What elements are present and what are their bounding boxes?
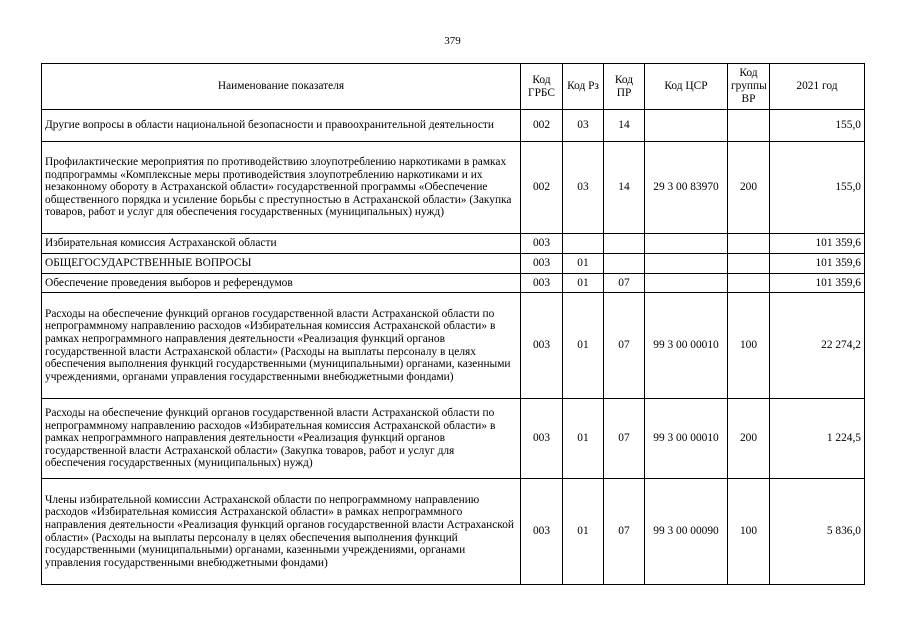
header-row — [42, 64, 865, 110]
row-csr: 29 3 00 83970 — [645, 142, 728, 234]
table-row — [42, 399, 865, 479]
row-amount: 1 224,5 — [770, 399, 865, 479]
row-name: Избирательная комиссия Астраханской области — [42, 234, 521, 254]
page-number: 379 — [444, 35, 461, 47]
row-amount: 101 359,6 — [770, 274, 865, 293]
row-vr: 200 — [728, 142, 770, 234]
row-pr: 07 — [604, 274, 645, 293]
row-amount: 155,0 — [770, 110, 865, 142]
row-amount: 101 359,6 — [770, 254, 865, 274]
table-row — [42, 293, 865, 399]
table-row — [42, 479, 865, 585]
row-amount: 5 836,0 — [770, 479, 865, 585]
row-vr: 200 — [728, 399, 770, 479]
row-csr — [645, 254, 728, 274]
row-vr — [728, 110, 770, 142]
table-row — [42, 254, 865, 274]
row-name: Расходы на обеспечение функций органов государственной власти Астраханской области по непрограммному направлению расходов «Избирательная комиссия Астраханской области» в рамках непрограммного направления деятельности «Реализация функций органов государственной власти Астраханской области» (Расходы на выплаты персоналу в целях обеспечения выполнения функций государственными (муниципальными) органами, казенными учреждениями, органами управления государственными внебюджетными фондами) — [42, 293, 521, 399]
budget-table — [41, 63, 865, 585]
row-name: Расходы на обеспечение функций органов государственной власти Астраханской области по непрограммному направлению расходов «Избирательная комиссия Астраханской области» в рамках непрограммного направления деятельности «Реализация функций органов государственной власти Астраханской области» (Закупка товаров, работ и услуг для обеспечения государственных (муниципальных) нужд) — [42, 399, 521, 479]
row-pr — [604, 234, 645, 254]
row-grbs: 003 — [521, 293, 563, 399]
row-csr — [645, 110, 728, 142]
row-pr — [604, 254, 645, 274]
row-rz: 03 — [563, 142, 604, 234]
row-vr — [728, 234, 770, 254]
row-csr: 99 3 00 00010 — [645, 293, 728, 399]
row-rz: 01 — [563, 479, 604, 585]
row-grbs: 003 — [521, 274, 563, 293]
row-grbs: 003 — [521, 234, 563, 254]
row-csr — [645, 234, 728, 254]
row-csr: 99 3 00 00010 — [645, 399, 728, 479]
row-vr: 100 — [728, 293, 770, 399]
row-pr: 07 — [604, 293, 645, 399]
row-grbs: 002 — [521, 142, 563, 234]
row-vr — [728, 254, 770, 274]
row-name: Обеспечение проведения выборов и референдумов — [42, 274, 521, 293]
row-rz: 01 — [563, 274, 604, 293]
table-row — [42, 274, 865, 293]
row-amount: 22 274,2 — [770, 293, 865, 399]
row-pr: 14 — [604, 142, 645, 234]
row-grbs: 003 — [521, 399, 563, 479]
row-vr — [728, 274, 770, 293]
row-rz — [563, 234, 604, 254]
header-pr: Код ПР — [604, 64, 645, 110]
row-csr: 99 3 00 00090 — [645, 479, 728, 585]
header-vr: Код группы ВР — [728, 64, 770, 110]
row-grbs: 002 — [521, 110, 563, 142]
row-rz: 01 — [563, 293, 604, 399]
row-grbs: 003 — [521, 479, 563, 585]
row-pr: 07 — [604, 399, 645, 479]
header-name: Наименование показателя — [42, 64, 521, 110]
row-name: Члены избирательной комиссии Астраханской области по непрограммному направлению расходов «Избирательная комиссия Астраханской области» в рамках непрограммного направления деятельности «Реализация функций органов государственной власти Астраханской области» (Расходы на выплаты персоналу в целях обеспечения выполнения функций государственными (муниципальными) органами, казенными учреждениями, органами управления государственными внебюджетными фондами) — [42, 479, 521, 585]
row-name: ОБЩЕГОСУДАРСТВЕННЫЕ ВОПРОСЫ — [42, 254, 521, 274]
row-amount: 155,0 — [770, 142, 865, 234]
table-row — [42, 142, 865, 234]
row-rz: 03 — [563, 110, 604, 142]
row-pr: 14 — [604, 110, 645, 142]
table-row — [42, 234, 865, 254]
row-csr — [645, 274, 728, 293]
row-rz: 01 — [563, 254, 604, 274]
row-amount: 101 359,6 — [770, 234, 865, 254]
row-rz: 01 — [563, 399, 604, 479]
table-row — [42, 110, 865, 142]
row-vr: 100 — [728, 479, 770, 585]
row-name: Другие вопросы в области национальной безопасности и правоохранительной деятельности — [42, 110, 521, 142]
row-grbs: 003 — [521, 254, 563, 274]
row-pr: 07 — [604, 479, 645, 585]
header-rz: Код Рз — [563, 64, 604, 110]
header-year: 2021 год — [770, 64, 865, 110]
row-name: Профилактические мероприятия по противодействию злоупотреблению наркотиками в рамках подпрограммы «Комплексные меры противодействия злоупотреблению наркотиками и их незаконному обороту в Астраханской области» государственной программы «Обеспечение общественного порядка и усиление борьбы с преступностью в Астраханской области» (Закупка товаров, работ и услуг для обеспечения государственных (муниципальных) нужд) — [42, 142, 521, 234]
header-grbs: Код ГРБС — [521, 64, 563, 110]
header-csr: Код ЦСР — [645, 64, 728, 110]
